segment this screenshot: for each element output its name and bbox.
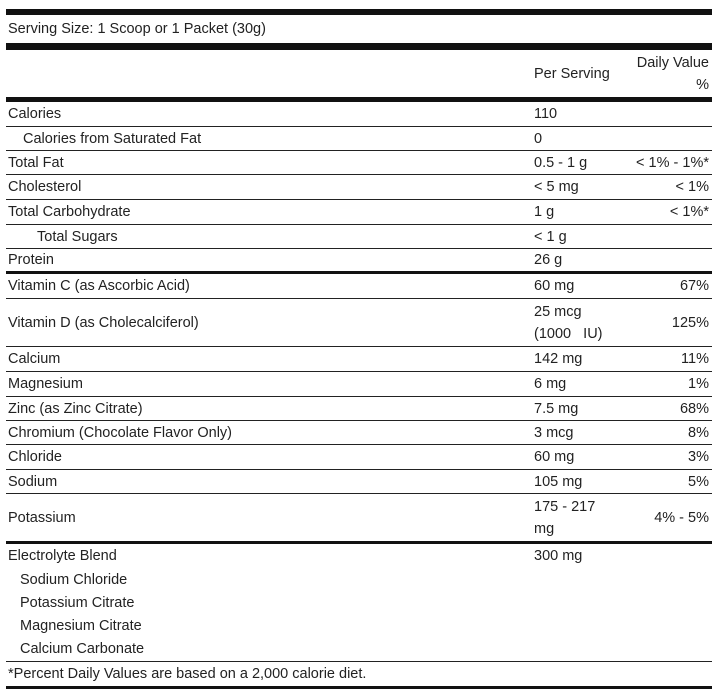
nutrient-dv: < 1%* [669, 204, 709, 220]
nutrient-name: Magnesium [8, 376, 83, 392]
nutrient-name: Calories from Saturated Fat [23, 130, 202, 147]
nutrient-name: Total Fat [8, 154, 64, 171]
nutrient-amount: 60 mg [534, 278, 575, 294]
header-daily-value [621, 50, 712, 97]
nutrient-name: Vitamin D (as Cholecalciferol) [8, 314, 199, 331]
nutrient-amount: 110 [534, 106, 558, 122]
nutrient-name: Total Carbohydrate [8, 204, 131, 220]
nutrient-dv: 67% [679, 278, 709, 294]
header-nutrient-col [6, 50, 531, 97]
row-vitamin-d [6, 299, 712, 347]
nutrient-dv: 68% [679, 400, 709, 417]
row-chromium [6, 421, 712, 445]
nutrient-dv: 8% [688, 424, 709, 441]
nutrient-dv: 3% [688, 449, 709, 465]
nutrient-dv: 11% [681, 351, 709, 367]
nutrient-dv: 125% [671, 314, 709, 331]
nutrient-amount: < 1 g [534, 228, 567, 245]
blend-item-name: Magnesium Citrate [20, 617, 142, 634]
header-daily-value-line2: % [696, 77, 709, 93]
blend-item-name: Calcium Carbonate [20, 641, 145, 657]
nutrient-amount [531, 496, 621, 540]
row-total-carbohydrate [6, 200, 712, 225]
nutrient-name: Zinc (as Zinc Citrate) [8, 400, 143, 417]
row-calories-sat-fat [6, 127, 712, 151]
row-sodium [6, 470, 712, 494]
nutrient-name: Sodium [8, 473, 58, 490]
nutrient-amount-line1: 25 mcg [534, 303, 582, 320]
nutrient-amount: 1 g [534, 204, 555, 220]
nutrient-name: Cholesterol [8, 179, 82, 195]
nutrient-amount: 300 mg [534, 548, 583, 564]
blend-item [6, 614, 712, 637]
row-protein [6, 249, 712, 274]
nutrient-amount: 60 mg [534, 449, 575, 465]
blend-item [6, 637, 712, 661]
nutrient-name: Chloride [8, 449, 62, 465]
nutrition-facts-panel [6, 9, 712, 689]
footnote: *Percent Daily Values are based on a 2,000 calorie diet. [6, 661, 712, 689]
nutrient-name: Vitamin C (as Ascorbic Acid) [8, 278, 190, 294]
header-daily-value-line1: Daily Value [636, 55, 709, 71]
nutrient-amount-line2: mg [534, 520, 555, 537]
row-calories [6, 102, 712, 127]
serving-size: Serving Size: 1 Scoop or 1 Packet (30g) [6, 15, 712, 50]
header-per-serving: Per Serving [534, 65, 610, 82]
nutrient-amount: 0 [534, 130, 543, 147]
blend-item-name: Sodium Chloride [20, 571, 128, 588]
nutrient-amount [531, 301, 621, 345]
nutrient-amount: 7.5 mg [534, 400, 579, 417]
nutrient-name: Chromium (Chocolate Flavor Only) [8, 424, 233, 441]
row-magnesium [6, 372, 712, 397]
row-total-sugars [6, 225, 712, 249]
nutrient-dv: < 1% - 1%* [636, 154, 709, 171]
nutrient-amount: 0.5 - 1 g [534, 154, 588, 171]
nutrient-dv: < 1% [675, 179, 709, 195]
row-calcium [6, 347, 712, 372]
nutrient-amount: 26 g [534, 252, 563, 268]
row-zinc [6, 397, 712, 421]
blend-item-name: Potassium Citrate [20, 594, 135, 611]
row-total-fat [6, 151, 712, 175]
nutrient-dv: 1% [688, 376, 709, 392]
nutrient-name: Electrolyte Blend [8, 548, 117, 564]
nutrient-amount-line2: (1000 IU) [534, 325, 603, 342]
nutrient-amount: 105 mg [534, 473, 583, 490]
nutrient-amount: 3 mcg [534, 424, 574, 441]
nutrient-amount: < 5 mg [534, 179, 579, 195]
row-chloride [6, 445, 712, 470]
nutrient-dv: 5% [688, 473, 709, 490]
nutrient-name: Total Sugars [37, 228, 118, 245]
table-header [6, 50, 712, 102]
nutrient-name: Potassium [8, 509, 76, 526]
row-cholesterol [6, 175, 712, 200]
nutrient-amount: 142 mg [534, 351, 583, 367]
nutrient-name: Protein [8, 252, 54, 268]
row-vitamin-c [6, 274, 712, 299]
nutrient-name: Calcium [8, 351, 61, 367]
row-potassium [6, 494, 712, 544]
blend-item [6, 591, 712, 614]
row-electrolyte-blend [6, 544, 712, 568]
nutrient-amount: 6 mg [534, 376, 567, 392]
nutrient-amount-line1: 175 - 217 [534, 498, 596, 515]
nutrient-dv: 4% - 5% [654, 509, 709, 526]
nutrient-name: Calories [8, 106, 62, 122]
blend-item [6, 568, 712, 591]
